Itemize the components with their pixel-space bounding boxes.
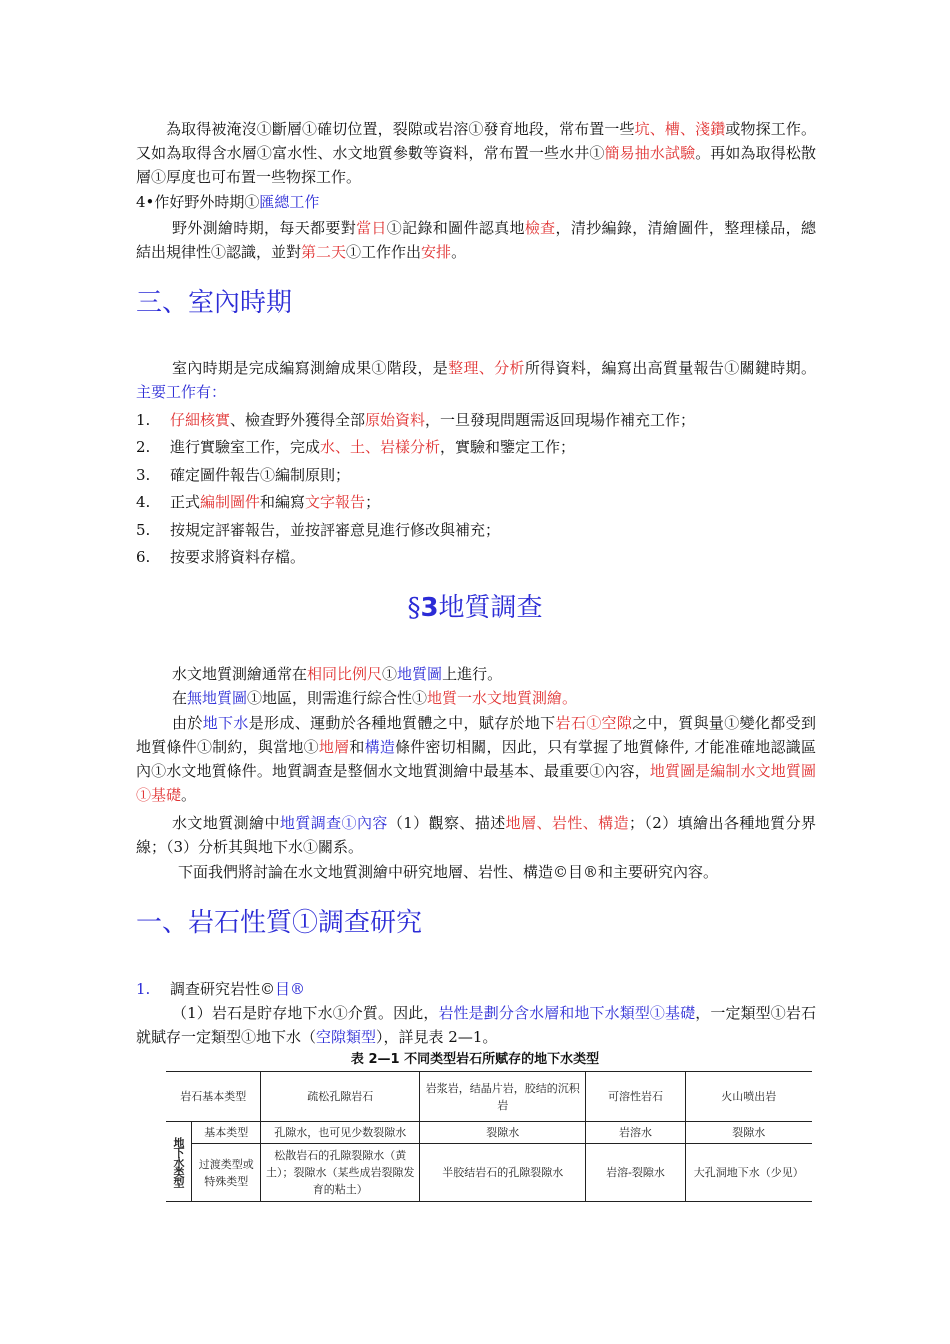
table-cell: 孔隙水，也可见少数裂隙水 xyxy=(261,1122,420,1144)
paragraph-groundwater: 由於地下水是形成、運動於各種地質體之中，賦存於地下岩石①空隙之中，質與量①變化都受到地質條件①制約，與當地①地層和構造條件密切相關，因此，只有掌握了地質條件, 才能准確地認識區內①水文地質條件。地質調查是整個水文地質測繪中最基本、最重要①內容，地質圖是編制水文地質圖①基礎。 xyxy=(136,714,816,804)
list-item: 6. 按要求將資料存檔。 xyxy=(136,548,306,566)
table-cell: 岩溶-裂隙水 xyxy=(586,1144,685,1202)
table-cell: 基本类型 xyxy=(192,1122,261,1144)
subheading-lithology: 1. 調查研究岩性©目® xyxy=(136,980,306,998)
table-cell: 过渡类型或特殊类型 xyxy=(192,1144,261,1202)
highlight-blue: 匯總工作 xyxy=(259,193,320,211)
list-item: 1. 仔細核實、檢查野外獲得全部原始資料，一旦發現問題需返回現場作補充工作； xyxy=(136,411,696,429)
table-row xyxy=(166,1122,812,1144)
section-heading: §3地質調查 xyxy=(407,593,543,623)
heading-rock-properties: 一、岩石性質①調查研究 xyxy=(136,908,423,938)
list-item: 4. 正式編制圖件和編寫文字報告； xyxy=(136,493,381,511)
table-header-cell: 岩石基本类型 xyxy=(166,1072,261,1122)
paragraph-indoor-intro: 室內時期是完成編寫測繪成果①階段，是整理、分析所得資料，編寫出高質量報告①關鍵時期。主要工作有： xyxy=(136,359,816,401)
highlight-red: 簡易抽水試驗 xyxy=(604,144,696,162)
paragraph-no-map: 在無地質圖①地區，則需進行綜合性①地質一水文地質測繪。 xyxy=(172,689,578,707)
table-cell: 松散岩石的孔隙裂隙水（黄土）；裂隙水（某些成岩裂隙发育的粘土） xyxy=(261,1144,420,1202)
table-header-cell: 可溶性岩石 xyxy=(586,1072,685,1122)
highlight-red: 坑、槽、淺鑽 xyxy=(634,120,726,138)
groundwater-type-table xyxy=(166,1071,812,1202)
table-cell: 大孔洞地下水（少见） xyxy=(685,1144,812,1202)
table-row xyxy=(166,1144,812,1202)
paragraph-field-daily: 野外測繪時期，每天都要對當日①記錄和圖件認真地檢查，清抄編錄，清繪圖件，整理樣品，總結出規律性①認識，並對第二天①工作作出安排。 xyxy=(136,219,816,261)
item-4-heading: 4•作好野外時期①匯總工作 xyxy=(136,193,320,211)
list-item: 2. 進行實驗室工作，完成水、土、岩樣分析，實驗和鑒定工作； xyxy=(136,438,576,456)
list-item: 5. 按規定評審報告，並按評審意見進行修改與補充； xyxy=(136,521,501,539)
paragraph-exploration: 為取得被淹沒①斷層①確切位置，裂隙或岩溶①發育地段，常布置一些坑、槽、淺鑽或物探工作。又如為取得含水層①富水性、水文地質參數等資料，常布置一些水井①簡易抽水試驗。再如為取得松散層①厚度也可布置一些物探工作。 xyxy=(136,120,816,186)
table-cell: 裂隙水 xyxy=(420,1122,586,1144)
table-header-cell: 岩浆岩，结晶片岩，胶结的沉积岩 xyxy=(420,1072,586,1122)
table-cell: 半胶结岩石的孔隙裂隙水 xyxy=(420,1144,586,1202)
paragraph-survey-content: 水文地質測繪中地質調查①內容（1）觀察、描述地層、岩性、構造；（2）填繪出各種地質分界線；（3）分析其與地下水①關系。 xyxy=(136,814,816,856)
paragraph-scale: 水文地質測繪通常在相同比例尺①地質圖上進行。 xyxy=(172,665,503,683)
table-cell: 岩溶水 xyxy=(586,1122,685,1144)
table-header-cell: 火山喷出岩 xyxy=(685,1072,812,1122)
list-item: 3. 確定圖件報告①編制原則； xyxy=(136,466,351,484)
table-header-cell: 疏松孔隙岩石 xyxy=(261,1072,420,1122)
table-header-row xyxy=(166,1072,812,1122)
table-side-label: 地下水类型 xyxy=(166,1122,192,1202)
paragraph-rock-medium: （1）岩石是貯存地下水①介質。因此，岩性是劃分含水層和地下水類型①基礎，一定類型①岩石就賦存一定類型①地下水（空隙類型），詳見表 2—1。 xyxy=(136,1004,816,1046)
heading-indoor-period: 三、室內時期 xyxy=(136,288,293,318)
table-caption: 表 2—1 不同类型岩石所赋存的地下水类型 xyxy=(350,1052,600,1067)
paragraph-discussion: 下面我們將討論在水文地質測繪中研究地層、岩性、構造©目®和主要研究內容。 xyxy=(178,863,719,881)
table-cell: 裂隙水 xyxy=(685,1122,812,1144)
